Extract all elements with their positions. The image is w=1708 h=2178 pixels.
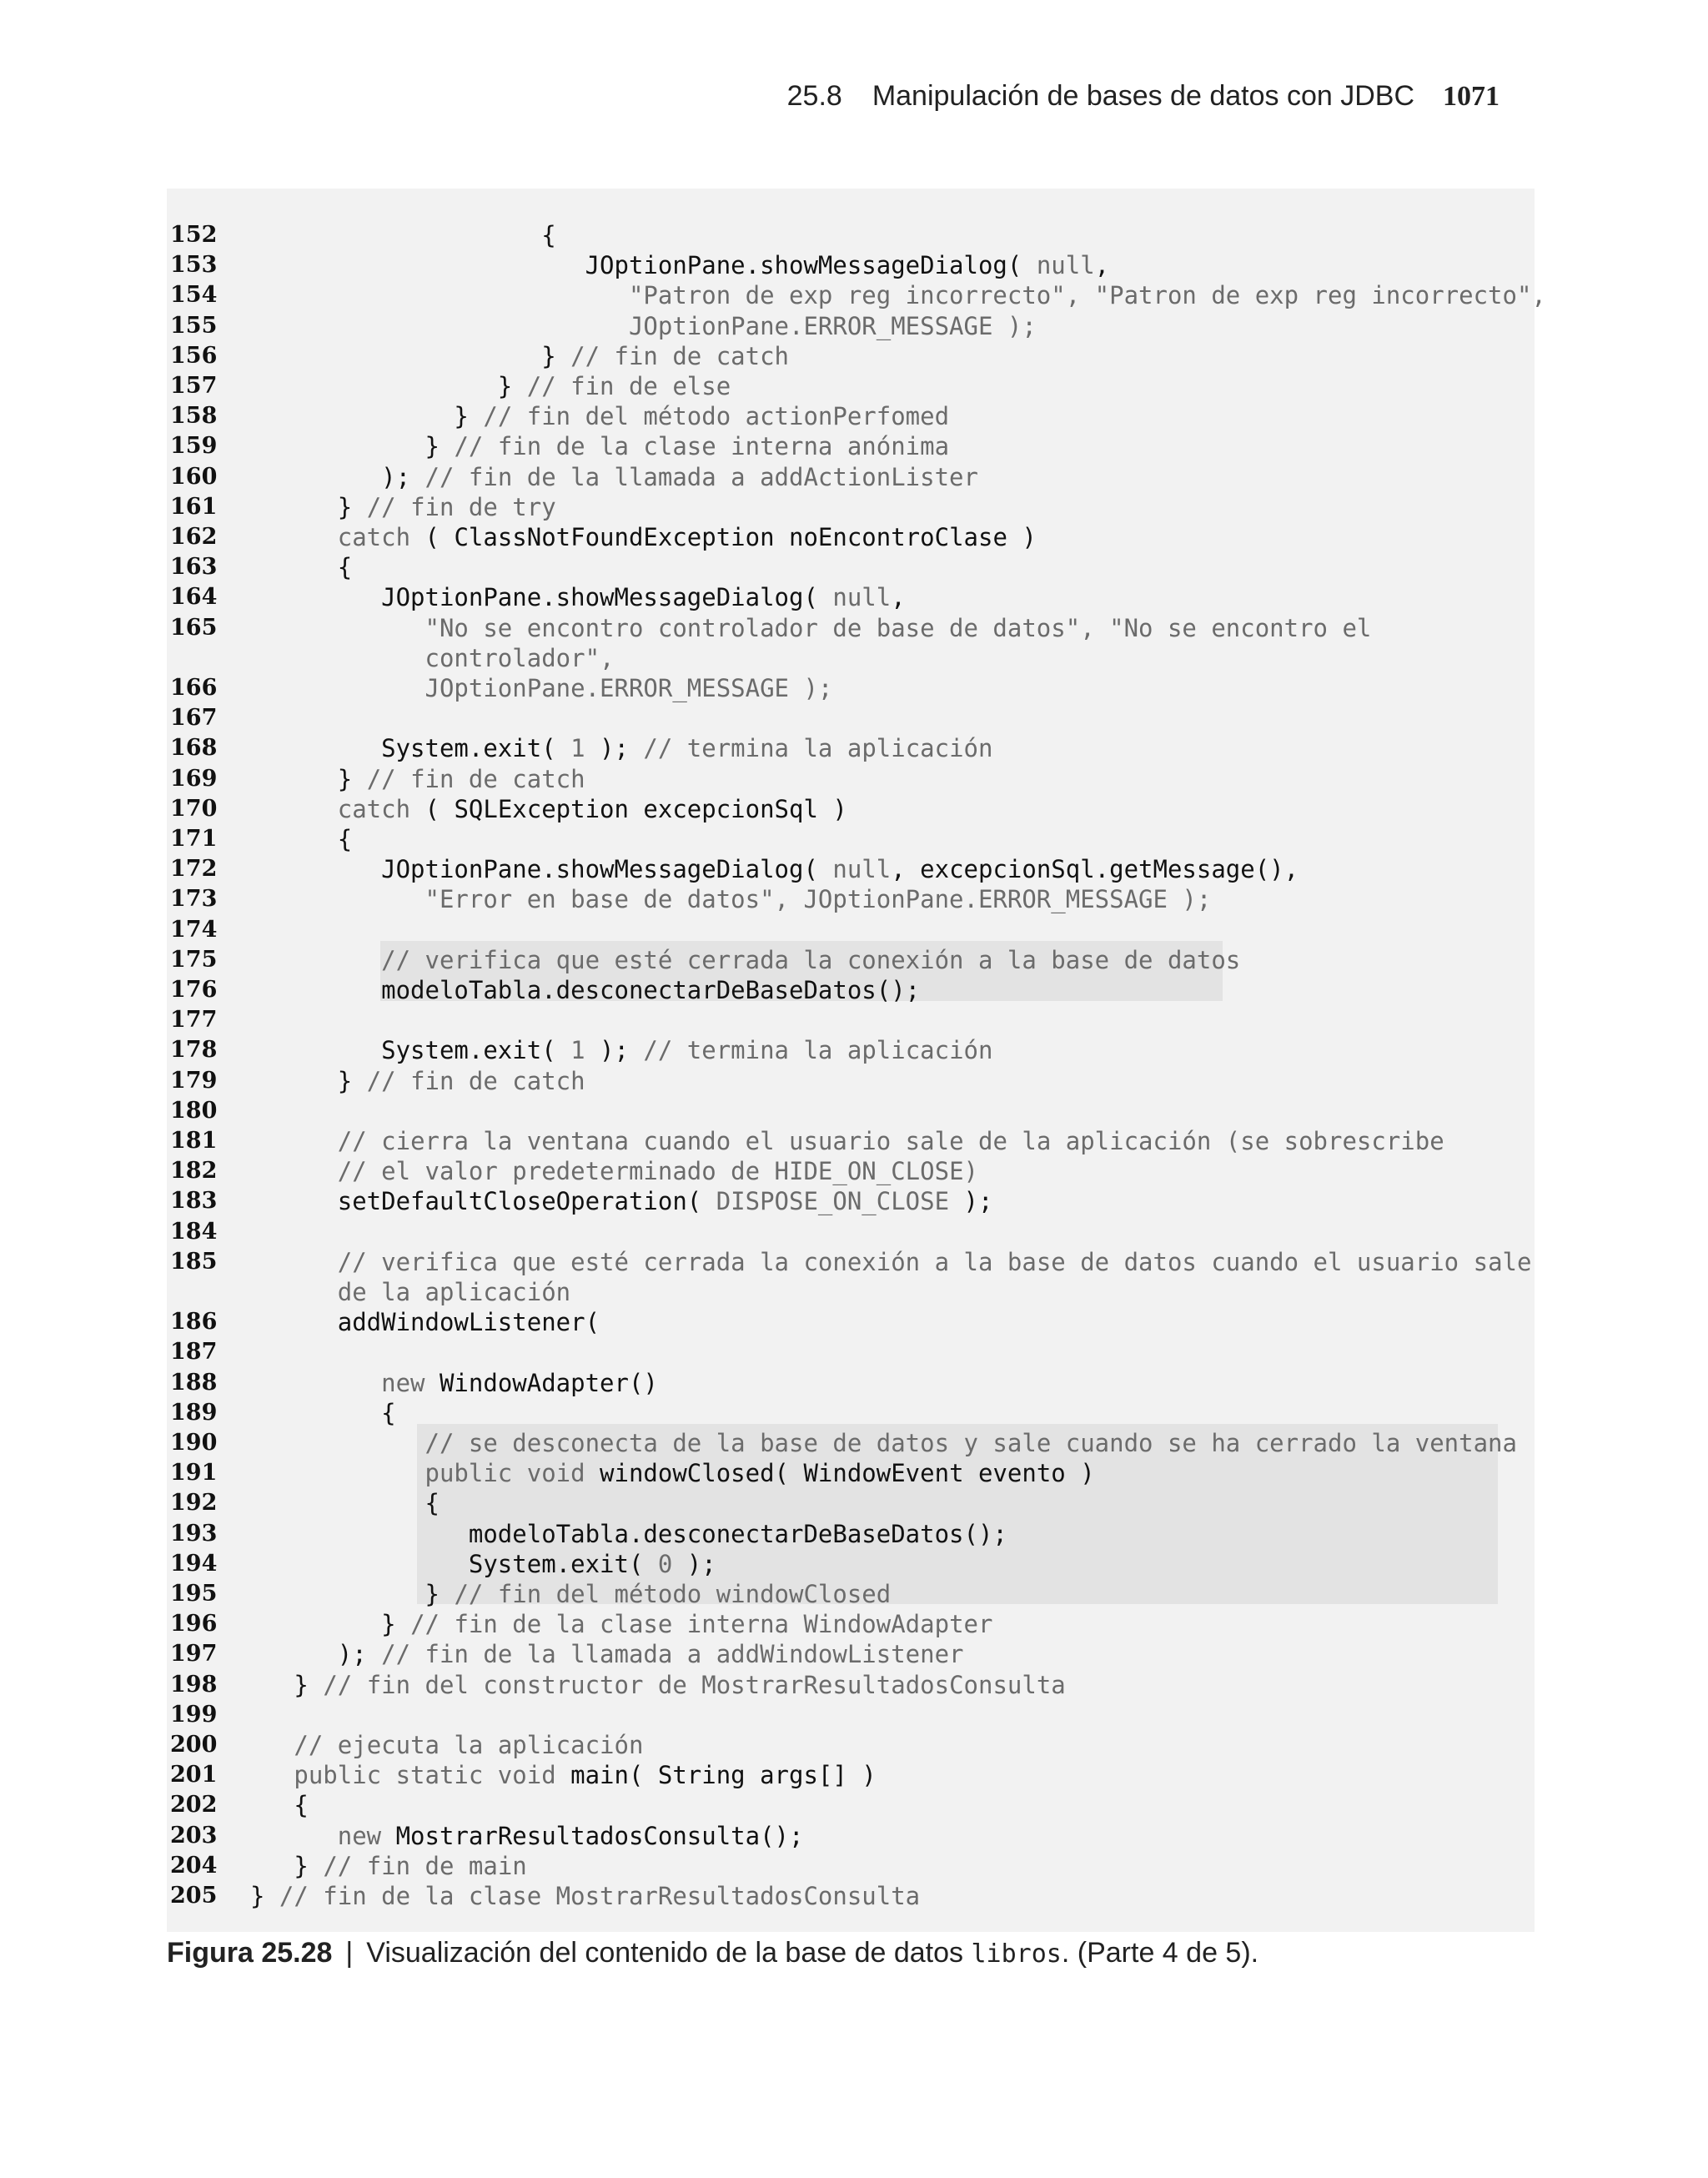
running-header [0, 80, 1500, 113]
code-text [250, 1579, 891, 1609]
code-comment: // fin de catch [366, 764, 585, 793]
code-token: 1 [570, 1036, 585, 1065]
code-segment: } [250, 1851, 324, 1880]
caption-separator: | [345, 1937, 354, 1969]
line-number: 199 [170, 1701, 218, 1728]
code-text [250, 220, 556, 250]
code-segment: ); [672, 1549, 716, 1578]
code-segment [250, 1731, 294, 1759]
code-comment: // fin de else [526, 372, 731, 400]
line-number: 160 [170, 463, 218, 490]
code-segment: { [250, 1791, 309, 1820]
code-text [250, 764, 585, 794]
code-text [250, 1368, 658, 1398]
line-number: 175 [170, 946, 218, 973]
code-comment: // termina la aplicación [643, 734, 993, 763]
code-comment: // se desconecta de la base de datos y sale cuando se ha cerrado la ventana [424, 1429, 1517, 1457]
line-number: 185 [170, 1248, 218, 1275]
figure-label: Figura 25.28 [167, 1937, 333, 1969]
line-number: 170 [170, 795, 218, 822]
code-text [250, 492, 556, 522]
code-segment: , [1094, 251, 1110, 280]
code-text [250, 341, 789, 371]
code-token: public void [250, 1459, 585, 1488]
code-segment: ); [250, 462, 425, 491]
code-token: new [250, 1821, 382, 1850]
code-text [250, 643, 615, 673]
code-text [250, 733, 992, 763]
line-number: 195 [170, 1581, 218, 1607]
line-number: 189 [170, 1399, 218, 1426]
code-text [250, 1549, 716, 1579]
code-comment: // fin del constructor de MostrarResultadosConsulta [323, 1670, 1066, 1699]
code-segment [250, 1248, 338, 1276]
code-segment: } [250, 492, 367, 521]
section-title: Manipulación de bases de datos con JDBC [872, 80, 1414, 112]
line-number: 205 [170, 1883, 218, 1909]
code-segment: JOptionPane.showMessageDialog( [250, 583, 833, 612]
code-comment: // el valor predeterminado de HIDE_ON_CLOSE) [337, 1157, 978, 1186]
caption-code-word: libros [971, 1939, 1062, 1969]
line-number: 198 [170, 1671, 218, 1698]
code-text [250, 1458, 1095, 1488]
code-segment: ( SQLException excepcionSql ) [410, 794, 847, 823]
code-token: DISPOSE_ON_CLOSE [716, 1187, 950, 1216]
code-segment: } [250, 402, 484, 431]
code-token: null [1036, 251, 1095, 280]
code-text [250, 1881, 920, 1911]
line-number: 178 [170, 1037, 218, 1064]
code-text [250, 1398, 396, 1428]
code-segment: { [250, 1489, 440, 1518]
line-number: 183 [170, 1188, 218, 1215]
line-number: 181 [170, 1128, 218, 1154]
line-number: 156 [170, 342, 218, 369]
code-text [250, 1821, 803, 1851]
line-number: 200 [170, 1732, 218, 1758]
code-token: new [250, 1368, 425, 1397]
line-number: 171 [170, 826, 218, 852]
code-text [250, 613, 1371, 643]
code-segment: main( String args[] ) [555, 1761, 877, 1790]
code-segment [250, 1157, 338, 1185]
code-segment: ); [949, 1187, 993, 1216]
code-text [250, 1488, 440, 1518]
code-text [250, 824, 352, 854]
line-number: 152 [170, 222, 218, 248]
line-number: 179 [170, 1067, 218, 1094]
code-text [250, 1428, 1517, 1458]
code-segment: } [250, 1580, 455, 1608]
code-text [250, 1730, 643, 1760]
code-token: null [832, 583, 892, 612]
code-comment: // cierra la ventana cuando el usuario sale de la aplicación (se sobrescribe [337, 1127, 1444, 1155]
code-text [250, 884, 1211, 914]
code-text [250, 1519, 1007, 1549]
code-comment: // termina la aplicación [643, 1036, 993, 1065]
code-text [250, 794, 847, 824]
line-number: 186 [170, 1309, 218, 1335]
code-segment: System.exit( [250, 1036, 571, 1065]
code-text [250, 1760, 877, 1790]
line-number: 164 [170, 584, 218, 611]
code-comment: // fin de main [323, 1851, 527, 1880]
code-segment: ); [250, 1640, 382, 1669]
code-comment: // fin de la clase interna anónima [454, 432, 950, 461]
line-number: 161 [170, 493, 218, 520]
code-token: catch [250, 523, 411, 551]
code-comment: // fin del método actionPerfomed [483, 402, 950, 431]
code-segment: , [891, 583, 906, 612]
code-comment: // fin de la llamada a addActionLister [424, 462, 978, 491]
line-number: 158 [170, 403, 218, 430]
line-number: 168 [170, 735, 218, 762]
code-segment: } [250, 341, 571, 370]
line-number: 203 [170, 1822, 218, 1849]
code-segment: } [250, 1066, 367, 1095]
line-number: 180 [170, 1097, 218, 1124]
code-segment: windowClosed( WindowEvent evento ) [585, 1459, 1095, 1488]
line-number: 166 [170, 675, 218, 701]
code-text [250, 401, 949, 431]
code-segment: } [250, 1670, 324, 1699]
line-number: 176 [170, 977, 218, 1003]
code-text [250, 462, 978, 492]
code-text [250, 582, 906, 612]
code-text [250, 945, 1240, 975]
caption-text: Visualización del contenido de la base de datos [366, 1937, 972, 1969]
code-segment [250, 1429, 425, 1457]
line-number: 187 [170, 1339, 218, 1366]
line-number: 184 [170, 1218, 218, 1245]
code-segment: { [250, 1398, 396, 1427]
code-text [250, 431, 949, 461]
line-number: 202 [170, 1792, 218, 1818]
code-text [250, 673, 832, 703]
code-text [250, 311, 1037, 341]
code-text [250, 1609, 992, 1639]
section-number: 25.8 [786, 80, 842, 112]
figure-caption [167, 1937, 1258, 1969]
code-segment: System.exit( [250, 734, 571, 763]
code-segment: , excepcionSql.getMessage(), [891, 855, 1299, 884]
line-number: 162 [170, 524, 218, 550]
code-text [250, 1639, 964, 1669]
line-number: 192 [170, 1490, 218, 1517]
code-comment: // fin del método windowClosed [454, 1580, 892, 1608]
line-number: 190 [170, 1430, 218, 1456]
code-segment: modeloTabla.desconectarDeBaseDatos(); [250, 976, 921, 1004]
code-text [250, 552, 352, 582]
code-token: JOptionPane.ERROR_MESSAGE ); [250, 674, 833, 702]
code-token: null [832, 855, 892, 884]
code-segment: WindowAdapter() [424, 1368, 658, 1397]
code-segment: } [250, 1610, 411, 1639]
code-segment: ); [585, 1036, 644, 1065]
line-number: 188 [170, 1369, 218, 1396]
caption-text-end: . (Parte 4 de 5). [1061, 1937, 1259, 1969]
code-text [250, 1851, 527, 1881]
code-text [250, 1186, 992, 1216]
code-segment: } [250, 1882, 279, 1910]
line-number: 157 [170, 373, 218, 399]
code-text [250, 975, 920, 1005]
code-text [250, 250, 1109, 280]
line-number: 165 [170, 614, 218, 641]
line-number: 174 [170, 916, 218, 943]
line-number: 193 [170, 1520, 218, 1547]
code-comment: de la aplicación [250, 1278, 571, 1306]
code-segment: ( ClassNotFoundException noEncontroClase ) [410, 523, 1037, 551]
code-comment: // fin de la llamada a addWindowListener [381, 1640, 964, 1669]
code-segment: JOptionPane.showMessageDialog( [250, 251, 1037, 280]
code-segment: } [250, 764, 367, 793]
code-comment: // ejecuta la aplicación [294, 1731, 644, 1759]
code-segment: { [250, 825, 353, 853]
code-segment [250, 946, 381, 974]
line-number: 194 [170, 1550, 218, 1577]
line-number: 197 [170, 1641, 218, 1667]
code-segment [250, 1127, 338, 1155]
line-number: 196 [170, 1611, 218, 1637]
code-text [250, 280, 1546, 310]
code-segment: addWindowListener( [250, 1308, 600, 1337]
line-number: 159 [170, 433, 218, 460]
code-text [250, 371, 731, 401]
page-number: 1071 [1443, 81, 1500, 112]
line-number: 177 [170, 1007, 218, 1034]
line-number: 163 [170, 554, 218, 581]
code-token: public static void [250, 1761, 556, 1790]
code-token: catch [250, 794, 411, 823]
code-token: "Error en base de datos", JOptionPane.ERROR_MESSAGE ); [250, 885, 1212, 914]
code-token: 1 [570, 734, 585, 763]
code-token: 0 [657, 1549, 673, 1578]
code-token: JOptionPane.ERROR_MESSAGE ); [250, 311, 1037, 340]
code-text [250, 1066, 585, 1096]
code-comment: // fin de catch [366, 1066, 585, 1095]
code-text [250, 854, 1299, 884]
code-text [250, 1670, 1066, 1700]
code-text [250, 1247, 1531, 1277]
code-segment: modeloTabla.desconectarDeBaseDatos(); [250, 1519, 1007, 1548]
code-segment: } [250, 372, 527, 400]
line-number: 155 [170, 312, 218, 339]
code-text [250, 1277, 570, 1307]
line-number: 167 [170, 705, 218, 732]
code-token: controlador", [250, 643, 615, 672]
code-segment: JOptionPane.showMessageDialog( [250, 855, 833, 884]
code-comment: // fin de la clase MostrarResultadosConsulta [279, 1882, 921, 1910]
code-segment: ); [585, 734, 644, 763]
line-number: 204 [170, 1852, 218, 1879]
line-number: 154 [170, 282, 218, 309]
code-comment: // verifica que esté cerrada la conexión a la base de datos cuando el usuario sale [337, 1247, 1532, 1276]
code-segment: { [250, 553, 353, 582]
line-number: 173 [170, 886, 218, 913]
code-text [250, 1156, 978, 1186]
code-segment: MostrarResultadosConsulta(); [381, 1821, 804, 1850]
code-segment: { [250, 221, 556, 249]
line-number: 182 [170, 1158, 218, 1185]
code-text [250, 1126, 1444, 1156]
line-number: 172 [170, 856, 218, 883]
code-comment: // fin de catch [570, 341, 790, 370]
code-token: "Patron de exp reg incorrecto", "Patron de exp reg incorrecto", [250, 281, 1546, 310]
line-number: 201 [170, 1762, 218, 1788]
line-number: 191 [170, 1460, 218, 1486]
code-comment: // verifica que esté cerrada la conexión a la base de datos [381, 945, 1241, 974]
code-text [250, 1035, 992, 1065]
code-comment: // fin de try [366, 492, 556, 521]
code-segment: setDefaultCloseOperation( [250, 1187, 716, 1216]
code-token: "No se encontro controlador de base de datos", "No se encontro el [250, 613, 1372, 642]
line-number: 169 [170, 765, 218, 792]
code-text [250, 522, 1037, 552]
code-comment: // fin de la clase interna WindowAdapter [410, 1610, 993, 1639]
code-text [250, 1307, 600, 1337]
code-text [250, 1790, 309, 1820]
code-segment: System.exit( [250, 1549, 658, 1578]
code-segment: } [250, 432, 455, 461]
line-number: 153 [170, 252, 218, 279]
